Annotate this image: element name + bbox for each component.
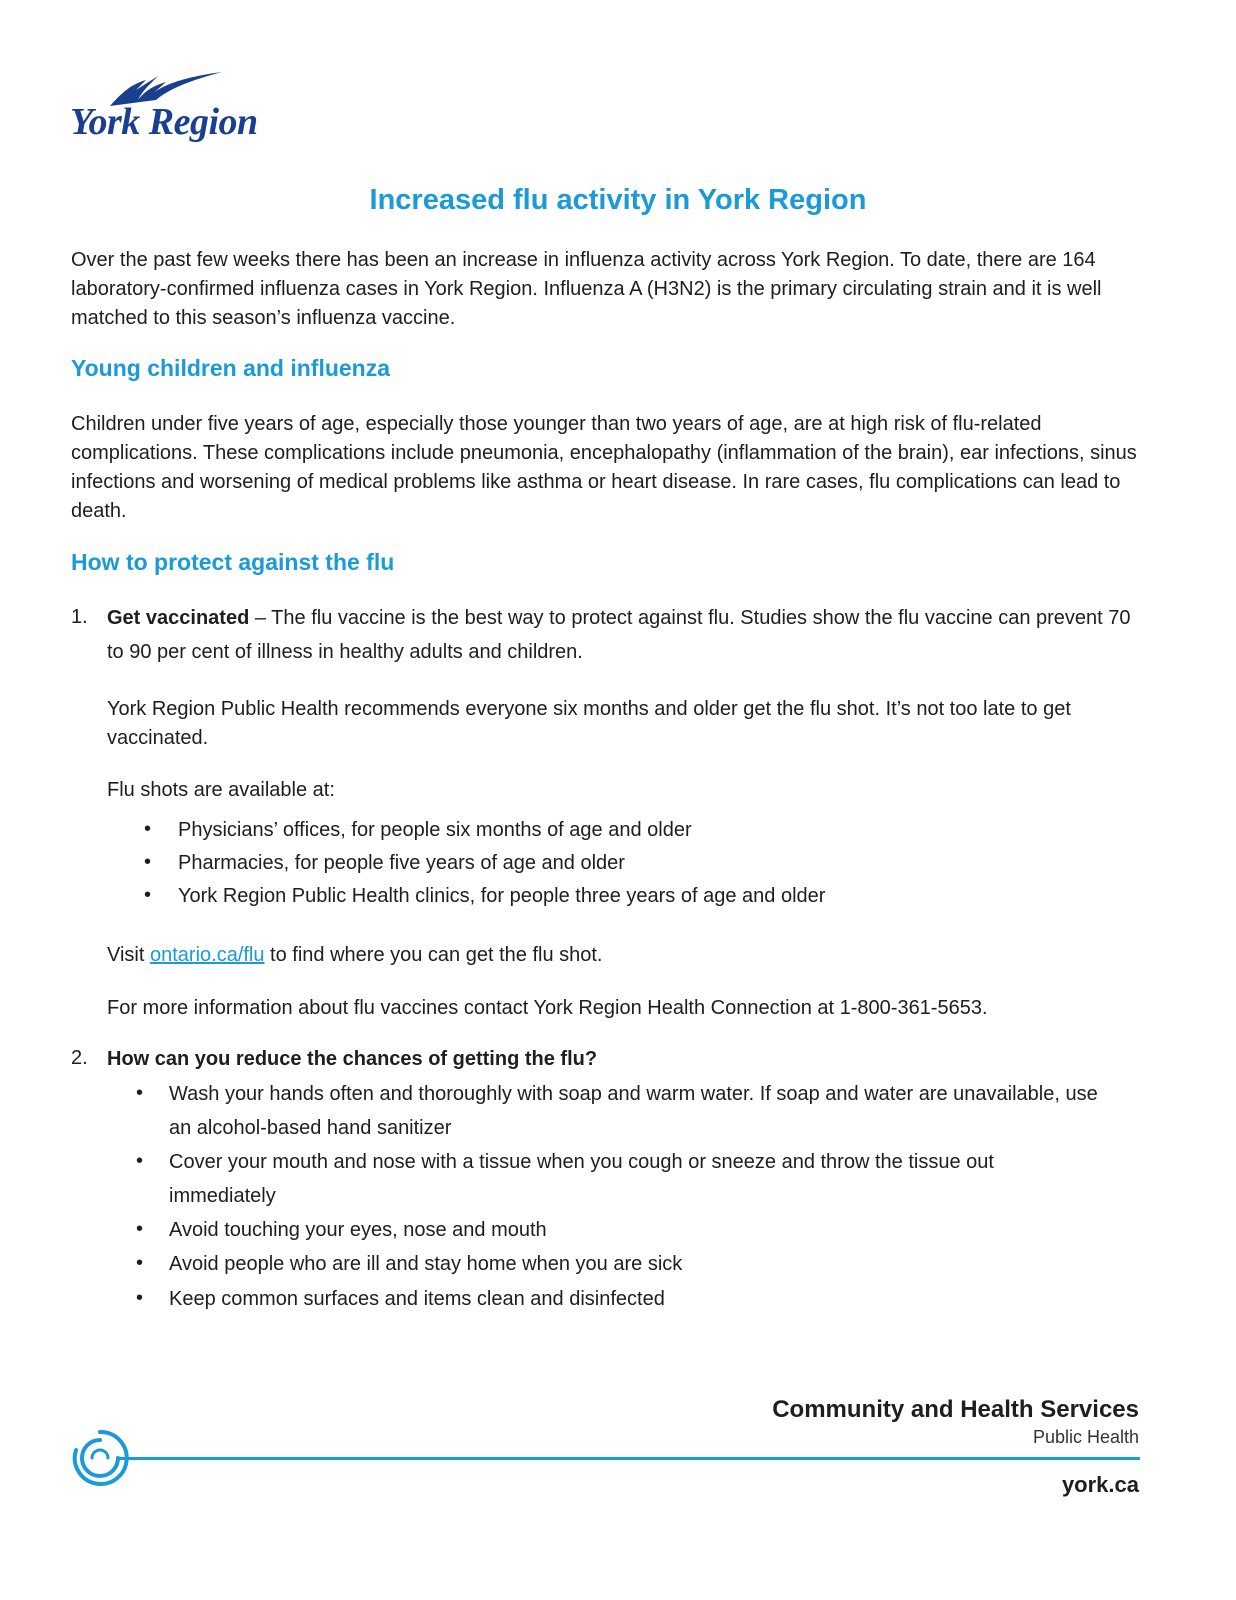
- tip-avoid-touching: Avoid touching your eyes, nose and mouth: [169, 1219, 547, 1241]
- contact-paragraph: For more information about flu vaccines contact York Region Health Connection at 1-800-361-5653.: [107, 997, 988, 1019]
- bullet-tip-2: •: [136, 1150, 144, 1172]
- bullet-tip-3: •: [136, 1218, 144, 1240]
- tip-clean-surfaces: Keep common surfaces and items clean and disinfected: [169, 1288, 665, 1310]
- bullet-tip-5: •: [136, 1287, 144, 1309]
- location-item-physicians: Physicians’ offices, for people six months of age and older: [178, 819, 692, 841]
- footer-org: Community and Health Services: [772, 1396, 1139, 1423]
- item-lead-get-vaccinated: Get vaccinated: [107, 607, 250, 629]
- location-item-pharmacies: Pharmacies, for people five years of age and older: [178, 852, 625, 874]
- item-reduce-chances: How can you reduce the chances of getting the flu?: [107, 1048, 598, 1070]
- tip-avoid-ill: Avoid people who are ill and stay home when you are sick: [169, 1253, 683, 1275]
- tip-wash-hands: Wash your hands often and thoroughly with soap and warm water. If soap and water are unavailable, use an alcohol-based hand sanitizer: [169, 1083, 1098, 1139]
- list-number-1: 1.: [71, 606, 88, 628]
- section-heading-protect: How to protect against the flu: [71, 549, 395, 575]
- item-get-vaccinated: [107, 601, 1147, 669]
- page-title: Increased flu activity in York Region: [369, 184, 867, 216]
- intro-paragraph: Over the past few weeks there has been an increase in influenza activity across York Region. To date, there are 164 laboratory-confirmed influenza cases in York Region. Influenza A (H3N2) is the primary circulating strain and it is well matched to this season’s influenza vaccine.: [71, 249, 1102, 329]
- footer-dept: Public Health: [1032, 1427, 1139, 1447]
- ontario-flu-link[interactable]: ontario.ca/flu: [149, 944, 265, 966]
- york-region-logo: [70, 70, 280, 150]
- tip-cover-mouth: Cover your mouth and nose with a tissue when you cough or sneeze and throw the tissue out immediately: [169, 1151, 994, 1207]
- bullet-location-3: •: [144, 884, 152, 906]
- bullet-tip-1: •: [136, 1082, 144, 1104]
- visit-post-text: to find where you can get the flu shot.: [264, 944, 603, 966]
- bullet-location-2: •: [144, 851, 152, 873]
- recommend-paragraph: York Region Public Health recommends everyone six months and older get the flu shot. It’s not too late to get vaccinated.: [107, 698, 1071, 749]
- logo-text: York Region: [70, 101, 258, 143]
- visit-pre-text: Visit: [107, 944, 150, 966]
- visit-paragraph: [107, 941, 1187, 970]
- available-label: Flu shots are available at:: [107, 779, 335, 801]
- section-heading-young-children: Young children and influenza: [71, 355, 391, 381]
- location-item-clinics: York Region Public Health clinics, for people three years of age and older: [178, 885, 826, 907]
- list-number-2: 2.: [71, 1047, 88, 1069]
- young-children-paragraph: Children under five years of age, especially those younger than two years of age, are at high risk of flu-related complications. These complications include pneumonia, encephalopathy (inflammation of the brain), ear infections, sinus infections and worsening of medical problems like asthma or heart disease. In rare cases, flu complications can lead to death.: [71, 413, 1137, 522]
- footer-url[interactable]: york.ca: [1061, 1472, 1139, 1497]
- bullet-tip-4: •: [136, 1252, 144, 1274]
- footer-divider: [116, 1457, 1140, 1460]
- bullet-location-1: •: [144, 818, 152, 840]
- item-body-get-vaccinated: – The flu vaccine is the best way to protect against flu. Studies show the flu vaccine can prevent 70 to 90 per cent of illness in healthy adults and children.: [107, 607, 1131, 663]
